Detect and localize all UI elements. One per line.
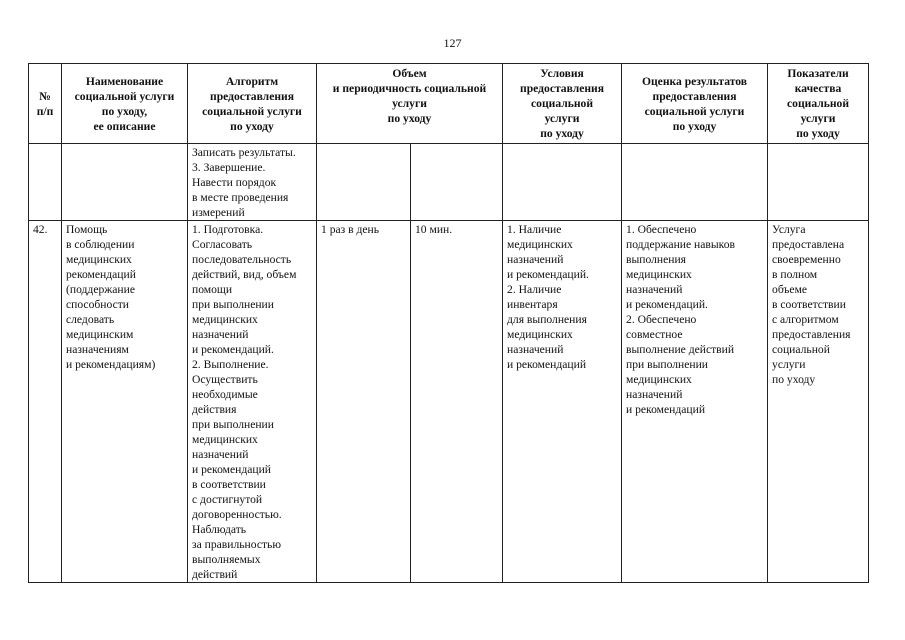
text-line: Наименование	[85, 74, 164, 88]
text-line: в месте проведения	[192, 191, 289, 204]
text-line: назначений	[507, 253, 564, 266]
text-line: услуги	[772, 358, 806, 371]
text-line: 1. Подготовка.	[192, 223, 264, 236]
algorithm-cell	[188, 221, 317, 583]
text-line: 1. Наличие	[507, 223, 562, 236]
text-line: социальной услуги	[644, 104, 745, 118]
text-line: предоставления	[210, 89, 294, 103]
text-line: Наблюдать	[192, 523, 247, 536]
text-line: 2. Выполнение.	[192, 358, 269, 371]
text-line: в соответствии	[772, 298, 846, 311]
text-line: Условия	[540, 67, 584, 80]
page-number: 127	[443, 36, 462, 50]
text-line: Навести порядок	[192, 176, 277, 189]
text-line: услуги	[800, 112, 836, 125]
text-line: действия	[192, 403, 237, 416]
header-service-name	[62, 64, 188, 144]
text-line: по уходу	[796, 127, 840, 140]
text-line: предоставления	[772, 328, 851, 341]
header-conditions	[503, 64, 622, 144]
cont-duration-cell	[411, 144, 503, 221]
evaluation-cell	[622, 221, 768, 583]
continuation-row	[29, 144, 869, 221]
text-line: выполняемых	[192, 553, 261, 566]
header-algorithm	[188, 64, 317, 144]
text-line: назначений	[192, 328, 249, 341]
text-line: с алгоритмом	[772, 313, 839, 326]
text-line: медицинским	[66, 328, 134, 341]
text-line: медицинских	[626, 373, 692, 386]
text-line: и периодичность социальной	[332, 82, 487, 95]
text-line: п/п	[36, 104, 54, 118]
services-table	[28, 63, 869, 583]
text-line: за правильностью	[192, 538, 281, 551]
text-line: и рекомендаций.	[626, 298, 708, 311]
text-line: 2. Наличие	[507, 283, 562, 296]
cont-quality-cell	[768, 144, 869, 221]
text-line: по уходу	[387, 112, 432, 125]
text-line: и рекомендаций	[626, 403, 706, 416]
text-line: (поддержание	[66, 283, 135, 296]
text-line: и рекомендациям)	[66, 358, 156, 371]
text-line: 1. Обеспечено	[626, 223, 697, 236]
text-line: медицинских	[192, 313, 258, 326]
text-line: следовать	[66, 313, 115, 326]
text-line: выполнения	[626, 253, 687, 266]
text-line: услуги	[392, 97, 427, 110]
text-line: и рекомендаций.	[192, 343, 274, 356]
cont-frequency-cell	[317, 144, 411, 221]
header-quality	[768, 64, 869, 144]
text-line: Согласовать	[192, 238, 253, 251]
text-line: Осуществить	[192, 373, 258, 386]
text-line: по уходу	[772, 373, 816, 386]
text-line: социальной услуги	[74, 89, 175, 103]
text-line: предоставления	[520, 82, 604, 95]
text-line: 2. Обеспечено	[626, 313, 697, 326]
text-line: назначений	[192, 448, 249, 461]
text-line: Услуга	[772, 223, 806, 236]
text-line: ее описание	[93, 119, 156, 133]
text-line: помощи	[192, 283, 233, 296]
text-line: выполнение действий	[626, 343, 735, 356]
text-line: 3. Завершение.	[192, 161, 266, 174]
text-line: по уходу	[230, 119, 274, 133]
cont-algorithm-cell	[188, 144, 317, 221]
text-line: услуги	[544, 112, 580, 125]
text-line: Показатели	[787, 67, 849, 80]
text-line: при выполнении	[192, 298, 274, 311]
text-line: действий	[192, 568, 238, 581]
text-line: предоставления	[652, 89, 737, 103]
text-line: способности	[66, 298, 129, 311]
text-line: социальной	[772, 343, 830, 356]
text-line: Помощь	[66, 223, 108, 236]
row-number: 42.	[29, 221, 62, 583]
cont-conditions-cell	[503, 144, 622, 221]
text-line: измерений	[192, 206, 245, 219]
text-line: и рекомендаций.	[507, 268, 589, 281]
text-line: договоренностью.	[192, 508, 282, 521]
header-row	[29, 64, 869, 144]
text-line: качества	[794, 82, 842, 95]
header-volume-frequency	[317, 64, 503, 144]
text-line: назначениям	[66, 343, 129, 356]
cont-name-cell	[62, 144, 188, 221]
service-name-cell	[62, 221, 188, 583]
text-line: объеме	[772, 283, 808, 296]
text-line: и рекомендаций	[192, 463, 272, 476]
text-line: инвентаря	[507, 298, 558, 311]
text-line: при выполнении	[192, 418, 274, 431]
text-line: социальной	[787, 97, 850, 110]
text-line: социальной	[531, 97, 594, 110]
text-line: рекомендаций	[66, 268, 136, 281]
text-line: с достигнутой	[192, 493, 263, 506]
text-line: при выполнении	[626, 358, 708, 371]
text-line: медицинских	[66, 253, 132, 266]
text-line: Объем	[392, 67, 427, 80]
text-line: Записать результаты.	[192, 146, 296, 159]
text-line: поддержание навыков	[626, 238, 735, 251]
text-line: и рекомендаций	[507, 358, 587, 371]
text-line: по уходу	[672, 119, 717, 133]
text-line: по уходу	[540, 127, 584, 140]
text-line: назначений	[507, 343, 564, 356]
text-line: последовательность	[192, 253, 292, 266]
text-line: своевременно	[772, 253, 841, 266]
text-line: в полном	[772, 268, 818, 281]
conditions-cell	[503, 221, 622, 583]
text-line: медицинских	[507, 238, 573, 251]
text-line: Алгоритм	[225, 74, 279, 88]
table-row	[29, 221, 869, 583]
quality-cell	[768, 221, 869, 583]
text-line: социальной услуги	[202, 104, 302, 118]
text-line: медицинских	[626, 268, 692, 281]
cont-number-cell	[29, 144, 62, 221]
text-line: назначений	[626, 283, 683, 296]
text-line: действий, вид, объем	[192, 268, 297, 281]
text-line: медицинских	[507, 328, 573, 341]
header-number	[29, 64, 62, 144]
text-line: для выполнения	[507, 313, 587, 326]
text-line: совместное	[626, 328, 683, 341]
text-line: №	[39, 89, 51, 103]
text-line: медицинских	[192, 433, 258, 446]
text-line: в соответствии	[192, 478, 266, 491]
text-line: назначений	[626, 388, 683, 401]
text-line: необходимые	[192, 388, 258, 401]
cont-evaluation-cell	[622, 144, 768, 221]
text-line: Оценка результатов	[641, 74, 748, 88]
header-evaluation	[622, 64, 768, 144]
frequency-cell: 1 раз в день	[317, 221, 411, 583]
text-line: по уходу,	[101, 104, 148, 118]
text-line: предоставлена	[772, 238, 845, 251]
duration-cell: 10 мин.	[411, 221, 503, 583]
text-line: в соблюдении	[66, 238, 135, 251]
